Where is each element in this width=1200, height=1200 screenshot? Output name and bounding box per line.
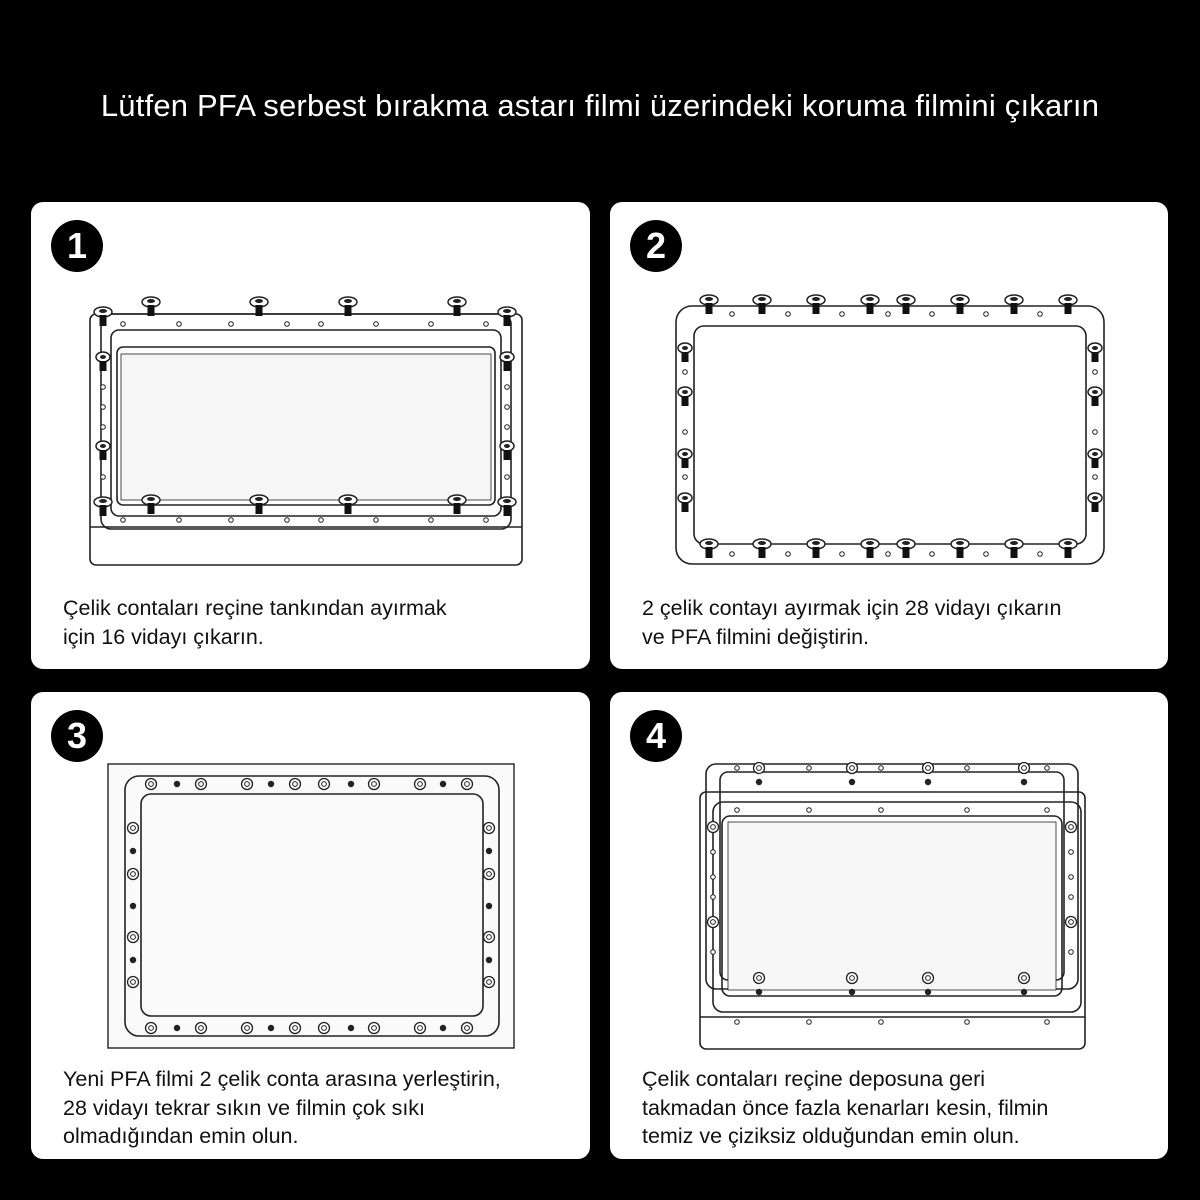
screw-hole [229, 518, 234, 523]
screw-shank [1092, 502, 1099, 512]
screw-socket [1092, 496, 1098, 500]
step-caption [63, 1065, 580, 1151]
screw-socket [758, 541, 766, 545]
screw-ring-inner [926, 766, 931, 771]
screw-socket [100, 444, 106, 448]
screw-hole [505, 425, 510, 430]
step-number-badge: 1 [51, 220, 103, 272]
screw-hole [1045, 1020, 1050, 1025]
screw-dot [130, 848, 136, 854]
screw-dot [486, 957, 492, 963]
pfa-film-sheet [108, 764, 514, 1048]
screw-shank [867, 303, 874, 314]
screw-socket [956, 541, 964, 545]
screw-socket [956, 297, 964, 301]
screw-socket [1064, 541, 1072, 545]
screw-hole [1069, 875, 1074, 880]
screw-ring-inner [850, 766, 855, 771]
screw-hole [429, 518, 434, 523]
screw-shank [1011, 303, 1018, 314]
screw-shank [1092, 352, 1099, 362]
caption-line: Yeni PFA filmi 2 çelik conta arasına yerleştirin, [63, 1067, 501, 1091]
screw-dot [925, 989, 931, 995]
page-title: Lütfen PFA serbest bırakma astarı filmi üzerindeki koruma filmini çıkarın [100, 88, 1100, 123]
screw-ring-inner [757, 976, 762, 981]
screw-ring-inner [199, 782, 204, 787]
screw-shank [148, 503, 155, 514]
screw-hole [879, 766, 884, 771]
screw-ring-inner [1069, 920, 1074, 925]
screw-socket [255, 299, 263, 303]
screw-hole [505, 405, 510, 410]
screw-ring-inner [293, 1026, 298, 1031]
screw-socket [453, 497, 461, 501]
screw-hole [886, 552, 891, 557]
screw-hole [121, 322, 126, 327]
screw-dot [130, 903, 136, 909]
screw-shank [706, 547, 713, 558]
screw-dot [925, 779, 931, 785]
screw-socket [504, 355, 510, 359]
screw-shank [1065, 547, 1072, 558]
screw-hole [840, 552, 845, 557]
screw-hole [1045, 766, 1050, 771]
screw-shank [957, 547, 964, 558]
screw-ring-inner [372, 1026, 377, 1031]
screw-socket [147, 299, 155, 303]
caption-line: olmadığından emin olun. [63, 1124, 299, 1148]
screw-hole [930, 552, 935, 557]
screw-dot [1021, 989, 1027, 995]
screw-hole [735, 1020, 740, 1025]
screw-socket [147, 497, 155, 501]
screw-ring-inner [1022, 976, 1027, 981]
screw-hole [711, 850, 716, 855]
screw-socket [902, 297, 910, 301]
gaskets-reinstall-illustration [610, 692, 1168, 1062]
screw-hole [965, 766, 970, 771]
screw-dot [756, 779, 762, 785]
screw-hole [965, 808, 970, 813]
screw-socket [503, 499, 511, 503]
screw-socket [812, 297, 820, 301]
screw-hole [840, 312, 845, 317]
screw-dot [348, 1025, 354, 1031]
screw-socket [1092, 390, 1098, 394]
caption-line: Çelik contaları reçine deposuna geri [642, 1067, 986, 1091]
screw-hole [101, 475, 106, 480]
screw-ring-inner [149, 1026, 154, 1031]
step-number-badge: 4 [630, 710, 682, 762]
screw-shank [1065, 303, 1072, 314]
screw-hole [484, 518, 489, 523]
step-card-4 [610, 692, 1168, 1159]
screw-socket [1010, 541, 1018, 545]
screw-socket [1092, 452, 1098, 456]
screw-hole [1038, 312, 1043, 317]
screw-ring-inner [293, 782, 298, 787]
screw-socket [1010, 297, 1018, 301]
screw-hole [735, 808, 740, 813]
screw-shank [148, 305, 155, 316]
screw-hole [484, 322, 489, 327]
screw-ring-inner [149, 782, 154, 787]
screw-shank [100, 361, 107, 371]
screw-hole [1093, 475, 1098, 480]
screw-hole [319, 518, 324, 523]
screw-dot [174, 781, 180, 787]
screw-ring-inner [1069, 825, 1074, 830]
screw-socket [758, 297, 766, 301]
screw-hole [1069, 850, 1074, 855]
screw-shank [1092, 396, 1099, 406]
screw-dot [174, 1025, 180, 1031]
screw-shank [100, 450, 107, 460]
screw-dot [268, 1025, 274, 1031]
screw-ring-inner [131, 872, 136, 877]
screw-hole [735, 766, 740, 771]
screw-shank [504, 361, 511, 371]
screw-hole [505, 475, 510, 480]
screw-dot [486, 903, 492, 909]
screw-hole [730, 552, 735, 557]
screw-ring-inner [131, 935, 136, 940]
screw-shank [682, 396, 689, 406]
gasket-window [694, 326, 1086, 544]
screw-shank [682, 458, 689, 468]
screw-socket [1064, 297, 1072, 301]
screw-shank [957, 303, 964, 314]
step-number-badge: 3 [51, 710, 103, 762]
screw-hole [374, 518, 379, 523]
pfa-film-between-gaskets-illustration [31, 692, 590, 1062]
pfa-film [121, 354, 491, 500]
screw-hole [879, 808, 884, 813]
caption-line: 2 çelik contayı ayırmak için 28 vidayı çıkarın [642, 596, 1062, 620]
screw-hole [229, 322, 234, 327]
screw-ring-inner [245, 782, 250, 787]
screw-dot [130, 957, 136, 963]
screw-ring-inner [487, 826, 492, 831]
screw-ring-inner [372, 782, 377, 787]
screw-hole [177, 322, 182, 327]
screw-socket [344, 299, 352, 303]
screw-socket [705, 297, 713, 301]
step-caption [642, 1065, 1158, 1151]
screw-shank [813, 303, 820, 314]
screw-hole [984, 552, 989, 557]
step-card-3 [31, 692, 590, 1159]
screw-ring-inner [418, 782, 423, 787]
screw-socket [1092, 346, 1098, 350]
screw-hole [965, 1020, 970, 1025]
step-caption [63, 594, 580, 651]
screw-shank [345, 503, 352, 514]
screw-hole [374, 322, 379, 327]
screw-dot [486, 848, 492, 854]
screw-socket [99, 499, 107, 503]
screw-shank [1011, 547, 1018, 558]
screw-hole [1038, 552, 1043, 557]
screw-dot [849, 989, 855, 995]
screw-shank [682, 502, 689, 512]
screw-hole [177, 518, 182, 523]
screw-hole [786, 552, 791, 557]
screw-ring-inner [131, 826, 136, 831]
screw-ring-inner [199, 1026, 204, 1031]
caption-line: temiz ve çiziksiz olduğundan emin olun. [642, 1124, 1020, 1148]
pfa-film [728, 822, 1056, 990]
screw-ring-inner [711, 825, 716, 830]
screw-ring-inner [245, 1026, 250, 1031]
screw-socket [255, 497, 263, 501]
screw-hole [984, 312, 989, 317]
screw-shank [813, 547, 820, 558]
screw-hole [711, 950, 716, 955]
caption-line: Çelik contaları reçine tankından ayırmak [63, 596, 447, 620]
screw-hole [683, 430, 688, 435]
screw-hole [101, 405, 106, 410]
screw-shank [454, 305, 461, 316]
screw-shank [867, 547, 874, 558]
screw-hole [505, 385, 510, 390]
screw-shank [100, 505, 107, 516]
screw-socket [453, 299, 461, 303]
screw-ring-inner [926, 976, 931, 981]
screw-hole [730, 312, 735, 317]
screw-hole [1093, 370, 1098, 375]
step-card-2 [610, 202, 1168, 669]
screw-socket [902, 541, 910, 545]
screw-shank [504, 505, 511, 516]
screw-dot [440, 781, 446, 787]
screw-ring-inner [465, 1026, 470, 1031]
screw-hole [1045, 808, 1050, 813]
caption-line: için 16 vidayı çıkarın. [63, 624, 264, 649]
screw-ring-inner [1022, 766, 1027, 771]
screw-shank [1092, 458, 1099, 468]
screw-hole [1069, 950, 1074, 955]
screw-shank [256, 503, 263, 514]
screw-dot [756, 989, 762, 995]
screw-hole [807, 808, 812, 813]
resin-tank-screws-illustration [31, 202, 590, 582]
screw-socket [682, 346, 688, 350]
screw-shank [903, 303, 910, 314]
screw-dot [348, 781, 354, 787]
screw-ring-inner [711, 920, 716, 925]
screw-ring-inner [487, 872, 492, 877]
screw-hole [683, 475, 688, 480]
screw-dot [849, 779, 855, 785]
caption-line: ve PFA filmini değiştirin. [642, 624, 870, 649]
screw-hole [711, 875, 716, 880]
screw-hole [101, 385, 106, 390]
screw-hole [711, 895, 716, 900]
screw-shank [759, 547, 766, 558]
screw-hole [786, 312, 791, 317]
screw-ring-inner [465, 782, 470, 787]
screw-socket [705, 541, 713, 545]
screw-hole [319, 322, 324, 327]
screw-hole [429, 322, 434, 327]
step-card-1 [31, 202, 590, 669]
screw-hole [683, 370, 688, 375]
screw-ring-inner [850, 976, 855, 981]
caption-line: 28 vidayı tekrar sıkın ve filmin çok sıkı [63, 1095, 426, 1120]
screw-shank [100, 315, 107, 326]
screw-hole [879, 1020, 884, 1025]
screw-socket [100, 355, 106, 359]
screw-hole [1093, 430, 1098, 435]
screw-ring-inner [487, 935, 492, 940]
screw-socket [812, 541, 820, 545]
screw-hole [807, 766, 812, 771]
screw-shank [454, 503, 461, 514]
step-number-badge: 2 [630, 220, 682, 272]
screw-dot [268, 781, 274, 787]
screw-shank [345, 305, 352, 316]
screw-shank [706, 303, 713, 314]
screw-socket [682, 452, 688, 456]
screw-ring-inner [418, 1026, 423, 1031]
screw-hole [285, 518, 290, 523]
screw-hole [886, 312, 891, 317]
screw-socket [866, 297, 874, 301]
screw-socket [344, 497, 352, 501]
screw-dot [1021, 779, 1027, 785]
screw-dot [440, 1025, 446, 1031]
steel-gaskets-screws-illustration [610, 202, 1168, 582]
gasket-frame [676, 306, 1104, 564]
screw-socket [503, 309, 511, 313]
screw-ring-inner [322, 1026, 327, 1031]
caption-line: takmadan önce fazla kenarları kesin, filmin [642, 1095, 1049, 1120]
screw-ring-inner [487, 980, 492, 985]
screw-shank [504, 450, 511, 460]
screw-socket [866, 541, 874, 545]
screw-hole [285, 322, 290, 327]
screw-hole [121, 518, 126, 523]
screw-socket [682, 496, 688, 500]
step-caption [642, 594, 1158, 651]
screw-ring-inner [757, 766, 762, 771]
screw-shank [256, 305, 263, 316]
screw-ring-inner [322, 782, 327, 787]
screw-hole [930, 312, 935, 317]
screw-shank [759, 303, 766, 314]
screw-socket [682, 390, 688, 394]
screw-socket [99, 309, 107, 313]
screw-hole [1069, 895, 1074, 900]
screw-hole [807, 1020, 812, 1025]
screw-shank [682, 352, 689, 362]
screw-shank [504, 315, 511, 326]
screw-hole [101, 425, 106, 430]
screw-ring-inner [131, 980, 136, 985]
screw-socket [504, 444, 510, 448]
screw-shank [903, 547, 910, 558]
